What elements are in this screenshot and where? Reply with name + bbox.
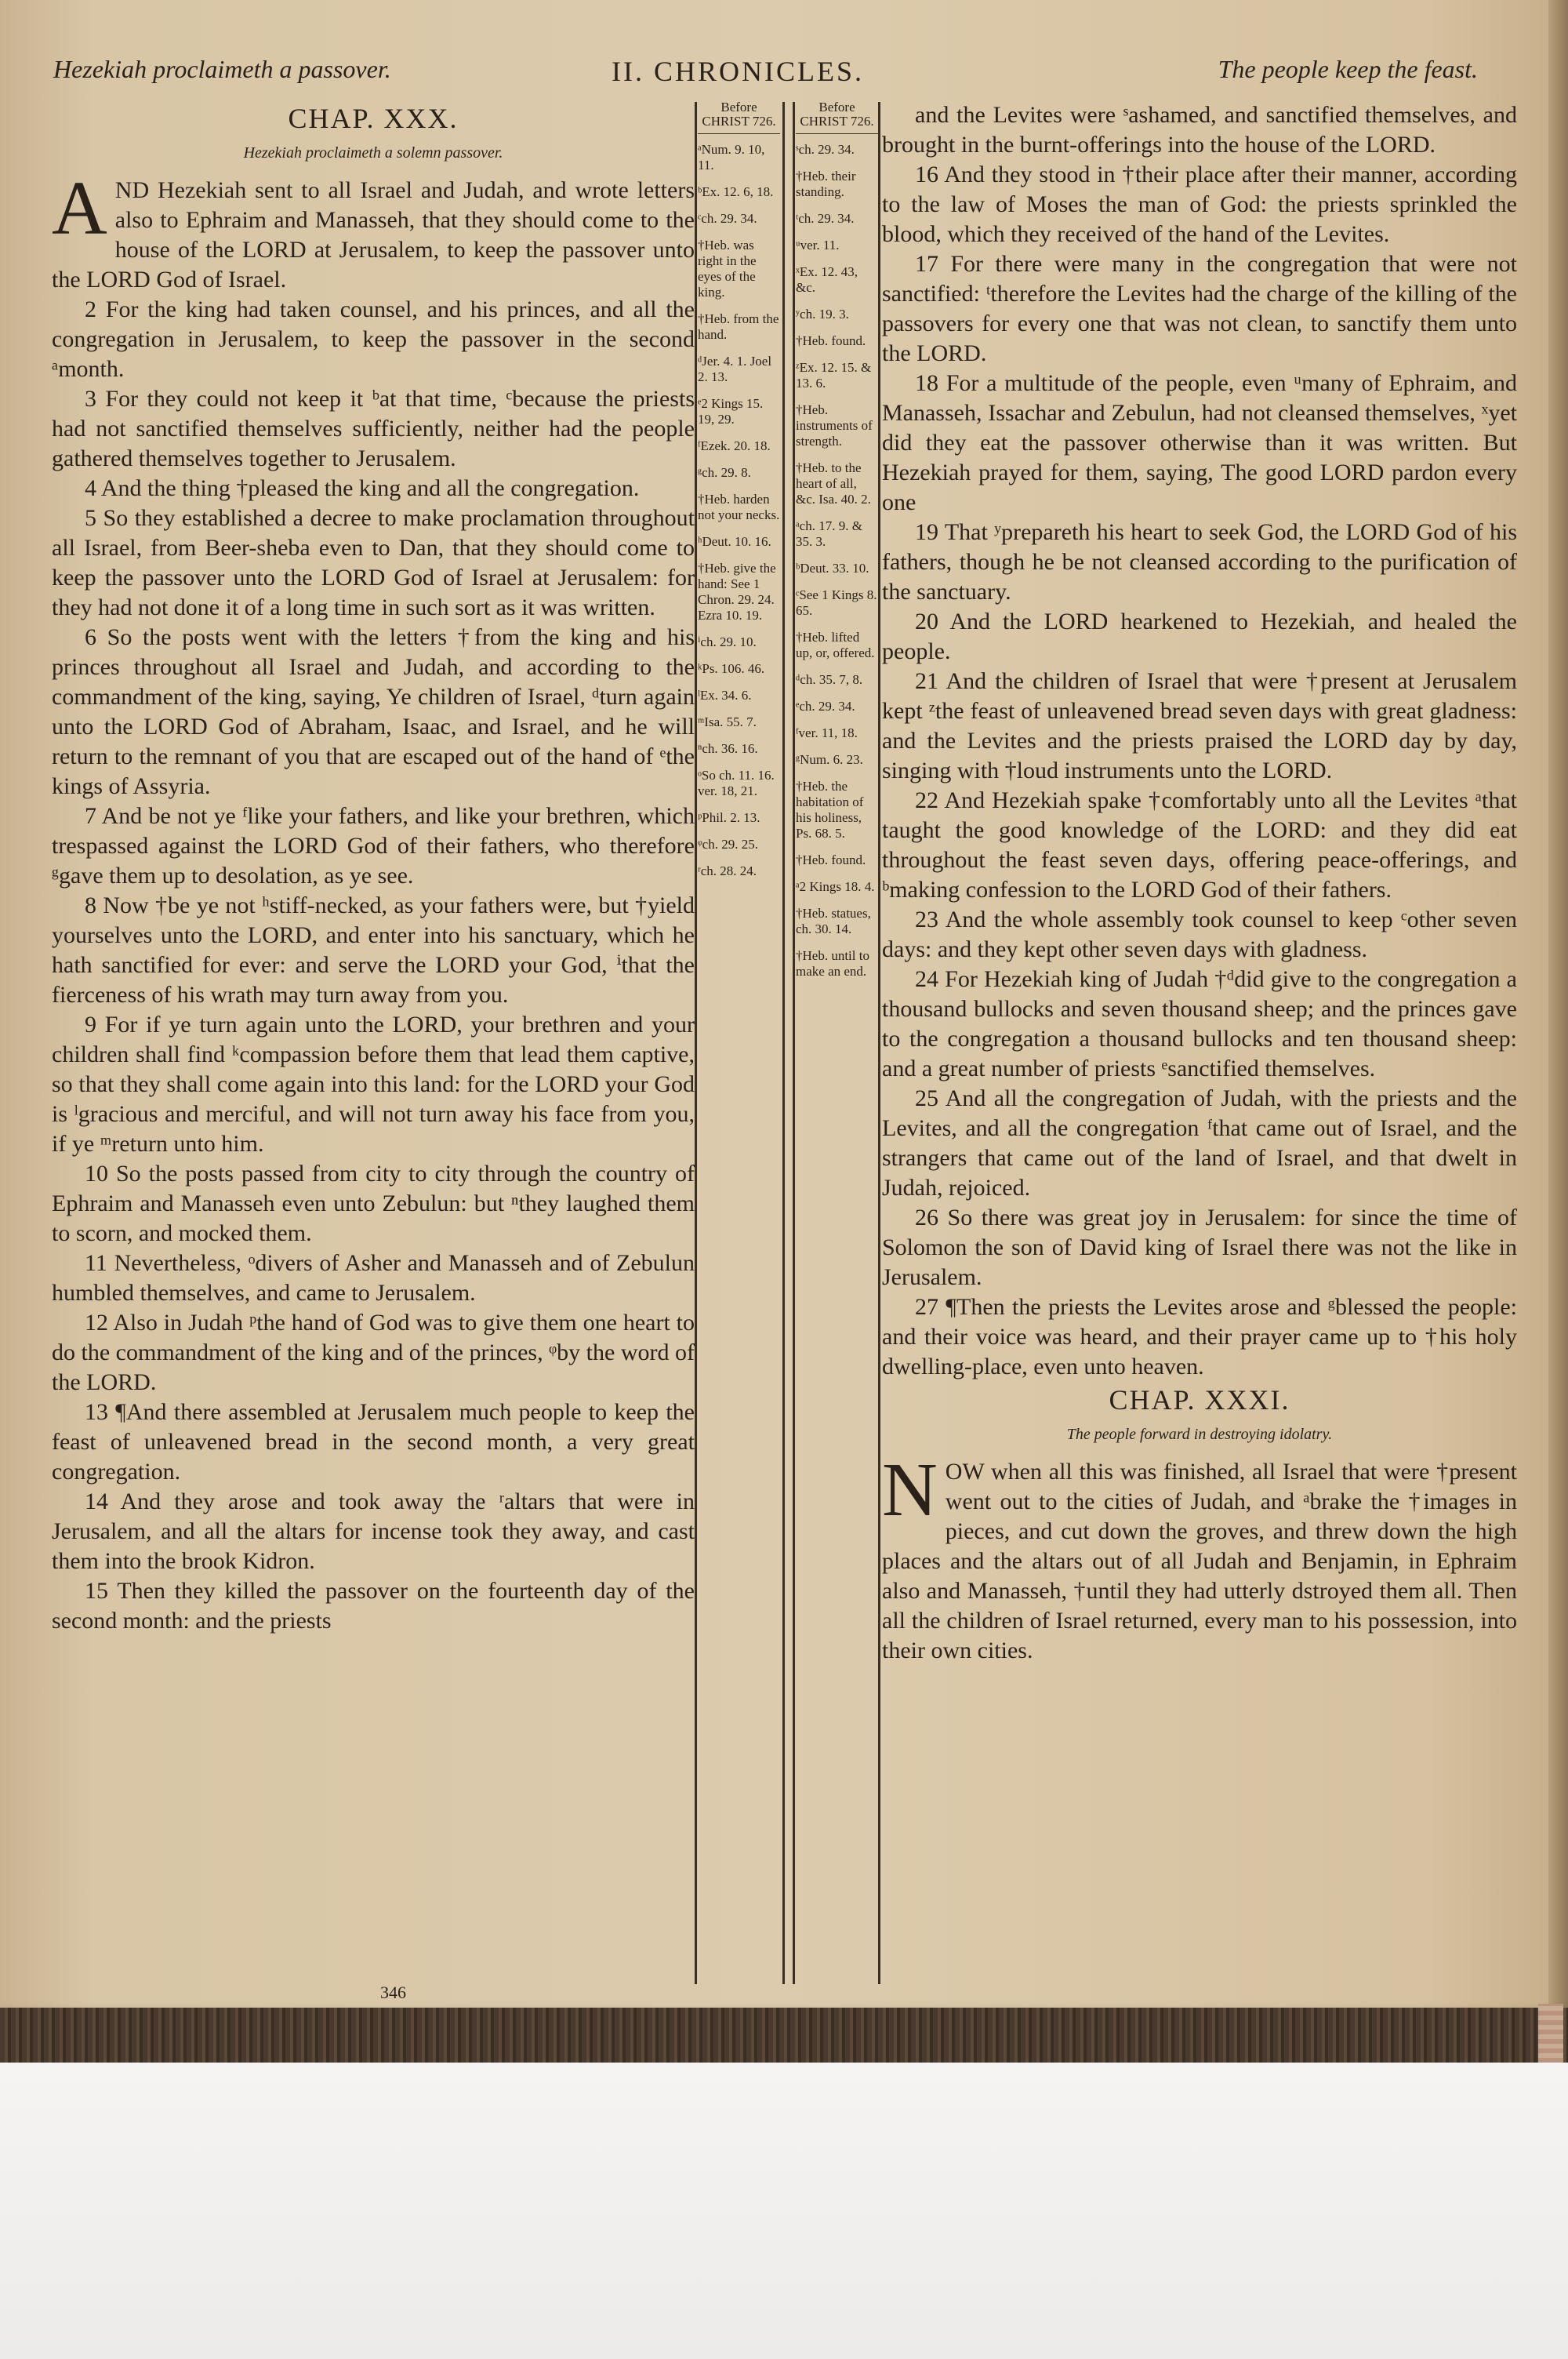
verse: 5 So they established a decree to make proclamation throughout all Israel, from Beer-sheba even to Dan, that they should come to keep the passover unto the LORD God of Israel at Jerusalem: for they had not done it of a long time in such sort as it was written. bbox=[52, 505, 695, 620]
verse-list-left bbox=[52, 295, 695, 1636]
running-head-left: Hezekiah proclaimeth a passover. bbox=[53, 55, 391, 83]
margin-note: †Heb. statues, ch. 30. 14. bbox=[796, 906, 871, 936]
margin-note: †Heb. harden not your necks. bbox=[698, 492, 780, 522]
verse-1 bbox=[882, 1448, 1517, 1666]
verse: 24 For Hezekiah king of Judah †ᵈdid give to the congregation a thousand bullocks and seven thousand sheep; and the princes gave to the congregation a thousand bullocks and ten thousand sheep: and a great number of priests ᵉsanctified themselves. bbox=[882, 966, 1517, 1081]
margin-note: ᵃch. 17. 9. & 35. 3. bbox=[796, 518, 862, 549]
margin-note: ᵘver. 11. bbox=[796, 238, 840, 253]
column-rule bbox=[695, 102, 697, 1984]
margin-note: ˡEx. 34. 6. bbox=[698, 688, 752, 703]
marginal-references-right bbox=[796, 100, 878, 2006]
page-number: 346 bbox=[380, 1983, 406, 2002]
margin-note: †Heb. found. bbox=[796, 852, 866, 867]
margin-note: †Heb. was right in the eyes of the king. bbox=[698, 238, 757, 300]
verse: 9 For if ye turn again unto the LORD, your brethren and your children shall find ᵏcompassion before them that lead them captive, so that they shall come again into this land: for the LORD your God is ˡgracious and merciful, and will not turn away his face from you, if ye ᵐreturn unto him. bbox=[52, 1012, 695, 1157]
margin-note: †Heb. give the hand: See 1 Chron. 29. 24. Ezra 10. 19. bbox=[698, 561, 776, 623]
margin-notes-left bbox=[698, 142, 780, 879]
margin-note: †Heb. to the heart of all, &c. Isa. 40. 2. bbox=[796, 460, 871, 507]
margin-note: ᵍNum. 6. 23. bbox=[796, 752, 863, 767]
margin-note: ᵠch. 29. 25. bbox=[698, 837, 758, 852]
verse: 2 For the king had taken counsel, and his princes, and all the congregation in Jerusalem, to keep the passover in the second ᵃmonth. bbox=[52, 296, 695, 382]
verse-text: OW when all this was finished, all Israel that were †present went out to the cities of Judah, and ᵃbrake the †images in pieces, and cut down the groves, and threw down the high places and the altars out of all Judah and Benjamin, in Ephraim also and Manasseh, †until they had utterly dstroyed them all. Then all the children of Israel returned, every man to his possession, into their own cities. bbox=[882, 1459, 1517, 1663]
verse: 13 ¶And there assembled at Jerusalem much people to keep the feast of unleavened bread in the second month, a very great congregation. bbox=[52, 1399, 695, 1485]
verse: 4 And the thing †pleased the king and all the congregation. bbox=[85, 475, 640, 501]
margin-note: ᵈch. 35. 7, 8. bbox=[796, 672, 863, 687]
drop-cap: A bbox=[52, 166, 107, 251]
column-rule bbox=[793, 102, 795, 1984]
margin-note: ᶜSee 1 Kings 8. 65. bbox=[796, 587, 877, 618]
marginal-references-left bbox=[698, 100, 780, 2006]
margin-note: ᵏPs. 106. 46. bbox=[698, 661, 765, 676]
text-column-right bbox=[882, 100, 1517, 1983]
verse-1 bbox=[52, 166, 695, 295]
chapter-title: CHAP. XXXI. bbox=[1109, 1384, 1290, 1416]
chapter-title: CHAP. XXX. bbox=[288, 103, 459, 134]
verse: 26 So there was great joy in Jerusalem: for since the time of Solomon the son of David king of Israel there was not the like in Jerusalem. bbox=[882, 1205, 1517, 1290]
margin-note: †Heb. instruments of strength. bbox=[796, 402, 873, 449]
margin-note: ᵇDeut. 33. 10. bbox=[796, 561, 869, 576]
margin-note: ʰDeut. 10. 16. bbox=[698, 534, 771, 549]
background-surface bbox=[0, 2063, 1568, 2359]
margin-note: †Heb. until to make an end. bbox=[796, 948, 869, 979]
margin-note: ᶠver. 11, 18. bbox=[796, 725, 858, 740]
margin-notes-right bbox=[796, 142, 878, 980]
verse: 25 And all the congregation of Judah, with the priests and the Levites, and all the congregation ᶠthat came out of Israel, and the strangers that came out of the land of Israel, and that dwelt in Judah, rejoiced. bbox=[882, 1085, 1517, 1201]
verse: 14 And they arose and took away the ʳaltars that were in Jerusalem, and all the altars for incense took they away, and cast them into the brook Kidron. bbox=[52, 1488, 695, 1574]
margin-note: ᵃ2 Kings 18. 4. bbox=[796, 879, 875, 894]
margin-note: ⁿch. 36. 16. bbox=[698, 741, 758, 756]
margin-note: ᵍch. 29. 8. bbox=[698, 465, 751, 480]
chapter-summary: The people forward in destroying idolatry. bbox=[1066, 1426, 1333, 1443]
drop-cap: N bbox=[882, 1448, 938, 1532]
verse: 23 And the whole assembly took counsel to keep ᶜother seven days: and they kept other seven days with gladness. bbox=[882, 907, 1517, 962]
margin-header: Before CHRIST 726. bbox=[796, 100, 878, 134]
margin-note: ᶜch. 29. 34. bbox=[698, 211, 757, 226]
margin-note: ᵒSo ch. 11. 16. ver. 18, 21. bbox=[698, 768, 775, 798]
verse: 8 Now †be ye not ʰstiff-necked, as your fathers were, but †yield yourselves unto the LORD, and enter into his sanctuary, which he hath sanctified for ever: and serve the LORD your God, ⁱthat the fierceness of his wrath may turn away from you. bbox=[52, 892, 695, 1008]
verse-text: ND Hezekiah sent to all Israel and Judah, and wrote letters also to Ephraim and Manasseh, that they should come to the house of the LORD at Jerusalem, to keep the passover unto the LORD God of Israel. bbox=[52, 177, 695, 293]
text-column-left bbox=[52, 100, 695, 1983]
verse: 16 And they stood in †their place after their manner, according to the law of Moses the man of God: the priests sprinkled the blood, which they received of the hand of the Levites. bbox=[882, 162, 1517, 247]
verse: 21 And the children of Israel that were †present at Jerusalem kept ᶻthe feast of unleavened bread seven days with great gladness: and the Levites and the priests praised the LORD day by day, singing with †loud instruments unto the LORD. bbox=[882, 668, 1517, 783]
margin-note: †Heb. from the hand. bbox=[698, 311, 779, 342]
column-rule bbox=[782, 102, 785, 1984]
margin-note: ᵈJer. 4. 1. Joel 2. 13. bbox=[698, 354, 772, 384]
margin-note: ˣEx. 12. 43, &c. bbox=[796, 264, 858, 295]
verse: 7 And be not ye ᶠlike your fathers, and like your brethren, which trespassed against the LORD God of their fathers, who therefore ᵍgave them up to desolation, as ye see. bbox=[52, 803, 695, 889]
margin-note: ᵇEx. 12. 6, 18. bbox=[698, 184, 774, 199]
verse: 11 Nevertheless, ᵒdivers of Asher and Manasseh and of Zebulun humbled themselves, and came to Jerusalem. bbox=[52, 1250, 695, 1306]
margin-note: ᵃNum. 9. 10, 11. bbox=[698, 142, 765, 173]
margin-note: ⁱch. 29. 10. bbox=[698, 634, 757, 649]
margin-note: ᵐIsa. 55. 7. bbox=[698, 714, 757, 729]
margin-note: ʳch. 28. 24. bbox=[698, 863, 757, 878]
page-edge bbox=[1548, 0, 1568, 2008]
verse: 27 ¶Then the priests the Levites arose and ᵍblessed the people: and their voice was heard, and their prayer came up to †his holy dwelling-place, even unto heaven. bbox=[882, 1294, 1517, 1379]
verse: 20 And the LORD hearkened to Hezekiah, and healed the people. bbox=[882, 609, 1517, 664]
margin-note: ᶻEx. 12. 15. & 13. 6. bbox=[796, 360, 872, 391]
book-cover-edge bbox=[0, 2008, 1568, 2063]
chapter-summary: Hezekiah proclaimeth a solemn passover. bbox=[243, 144, 503, 162]
column-rule bbox=[878, 102, 880, 1984]
verse: 18 For a multitude of the people, even ᵘmany of Ephraim, and Manasseh, Issachar and Zebulun, had not cleansed themselves, ˣyet did they eat the passover otherwise than it was written. But Hezekiah prayed for them, saying, The good LORD pardon every one bbox=[882, 370, 1517, 515]
margin-note: ᶠEzek. 20. 18. bbox=[698, 438, 771, 453]
verse: 22 And Hezekiah spake †comfortably unto all the Levites ᵃthat taught the good knowledge of the LORD: and they did eat throughout the feast seven days, offering peace-offerings, and ᵇmaking confession to the LORD God of their fathers. bbox=[882, 787, 1517, 903]
verse: 6 So the posts went with the letters †from the king and his princes throughout all Israel and Judah, and according to the commandment of the king, saying, Ye children of Israel, ᵈturn again unto the LORD God of Abraham, Isaac, and Israel, and he will return to the remnant of you that are escaped out of the hand of ᵉthe kings of Assyria. bbox=[52, 624, 695, 799]
running-head-center: II. CHRONICLES. bbox=[612, 56, 864, 87]
margin-note: ᵗch. 29. 34. bbox=[796, 211, 855, 226]
verse: 3 For they could not keep it ᵇat that time, ᶜbecause the priests had not sanctified themselves sufficiently, neither had the people gathered themselves together to Jerusalem. bbox=[52, 386, 695, 471]
verse: 15 Then they killed the passover on the fourteenth day of the second month: and the priests bbox=[52, 1578, 695, 1634]
margin-note: ᵉ2 Kings 15. 19, 29. bbox=[698, 396, 764, 427]
margin-note: ᵉch. 29. 34. bbox=[796, 699, 855, 714]
margin-note: †Heb. found. bbox=[796, 333, 866, 348]
verse: 12 Also in Judah ᵖthe hand of God was to give them one heart to do the commandment of the king and of the princes, ᵠby the word of the LORD. bbox=[52, 1310, 695, 1395]
verse: 19 That ʸprepareth his heart to seek God, the LORD God of his fathers, though he be not cleansed according to the purification of the sanctuary. bbox=[882, 519, 1517, 605]
margin-note: †Heb. the habitation of his holiness, Ps. 68. 5. bbox=[796, 779, 864, 841]
margin-note: †Heb. lifted up, or, offered. bbox=[796, 630, 875, 660]
margin-note: †Heb. their standing. bbox=[796, 169, 856, 199]
margin-note: ˢch. 29. 34. bbox=[796, 142, 855, 157]
verse-list-right bbox=[882, 100, 1517, 1382]
margin-note: ʸch. 19. 3. bbox=[796, 307, 849, 322]
margin-note: ᵖPhil. 2. 13. bbox=[698, 810, 760, 825]
margin-header: Before CHRIST 726. bbox=[698, 100, 780, 134]
verse: and the Levites were ˢashamed, and sanctified themselves, and brought in the burnt-offerings into the house of the LORD. bbox=[882, 102, 1517, 158]
verse: 17 For there were many in the congregation that were not sanctified: ᵗtherefore the Levites had the charge of the killing of the passovers for every one that was not clean, to sanctify them unto the LORD. bbox=[882, 251, 1517, 366]
verse: 10 So the posts passed from city to city through the country of Ephraim and Manasseh even unto Zebulun: but ⁿthey laughed them to scorn, and mocked them. bbox=[52, 1161, 695, 1246]
running-head-right: The people keep the feast. bbox=[1218, 55, 1478, 83]
